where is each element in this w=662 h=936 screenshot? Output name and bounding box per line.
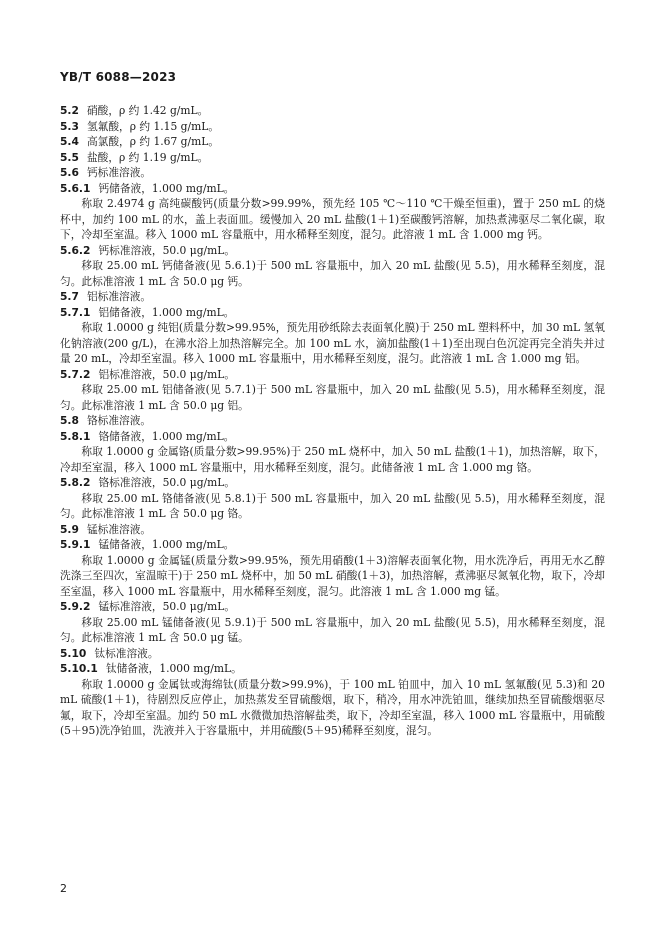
section-number: 5.7.1 — [60, 305, 91, 319]
paragraph: 称取 1.0000 g 纯铝(质量分数>99.95%，预先用砂纸除去表面氧化膜)于 250 mL 塑料杯中，加 30 mL 氢氧化钠溶液(200 g/L)，在沸水浴上加热溶解完全。加 100 mL 水，滴加盐酸(1＋1)至出现白色沉淀再完全消失并过量 20 mL，冷却至室温。移入 1000 mL 容量瓶中，用水稀释至刻度，混匀。此溶液 1 mL 含 1.000 mg 铝。 — [60, 321, 605, 365]
section-heading — [60, 103, 605, 119]
section-title: 锰储备液，1.000 mg/mL。 — [98, 538, 235, 551]
section-heading — [60, 119, 605, 135]
section-title: 铬储备液，1.000 mg/mL。 — [98, 429, 235, 443]
section-number: 5.10 — [60, 646, 87, 660]
page-number: 2 — [60, 882, 67, 895]
section-number: 5.9 — [60, 522, 79, 536]
section-number: 5.7 — [60, 290, 79, 303]
section-heading — [60, 243, 605, 259]
section-number: 5.7.2 — [60, 367, 91, 381]
section-title: 铝标准溶液，50.0 μg/mL。 — [98, 367, 236, 381]
section-title: 高氯酸，ρ 约 1.67 g/mL。 — [86, 135, 220, 148]
section-title: 铝储备液，1.000 mg/mL。 — [98, 305, 235, 319]
section-number: 5.9.2 — [60, 600, 91, 613]
section-heading — [60, 305, 605, 321]
section-title: 铝标准溶液。 — [86, 290, 152, 303]
section-heading — [60, 413, 605, 429]
section-title: 盐酸，ρ 约 1.19 g/mL。 — [86, 150, 209, 164]
paragraph: 称取 1.0000 g 金属铬(质量分数>99.95%)于 250 mL 烧杯中，加入 50 mL 盐酸(1＋1)，加热溶解，取下，冷却至室温，移入 1000 mL 容量瓶中，用水稀释至刻度，混匀。此储备液 1 mL 含 1.000 mg 铬。 — [60, 445, 605, 474]
section-number: 5.3 — [60, 119, 79, 133]
section-heading — [60, 522, 605, 538]
section-title: 钙标准溶液，50.0 μg/mL。 — [98, 243, 236, 257]
paragraph: 移取 25.00 mL 铬储备液(见 5.8.1)于 500 mL 容量瓶中，加入 20 mL 盐酸(见 5.5)，用水稀释至刻度，混匀。此标准溶液 1 mL 含 50.0 μg 铬。 — [60, 491, 605, 520]
section-number: 5.8 — [60, 414, 79, 427]
section-heading — [60, 646, 605, 662]
paragraph: 称取 1.0000 g 金属锰(质量分数>99.95%，预先用硝酸(1＋3)溶解表面氧化物，用水洗净后，再用无水乙醇洗涤三至四次，室温晾干)于 250 mL 烧杯中，加 50 mL 硝酸(1＋3)，加热溶解，煮沸驱尽氮氧化物，取下，冷却至室温，移入 1000 mL 容量瓶中，用水稀释至刻度，混匀。此溶液 1 mL 含 1.000 mg 锰。 — [60, 553, 605, 598]
section-number: 5.8.2 — [60, 476, 91, 489]
section-number: 5.8.1 — [60, 429, 91, 443]
section-title: 钛储备液，1.000 mg/mL。 — [105, 662, 242, 675]
section-number: 5.6 — [60, 166, 79, 179]
paragraph: 称取 2.4974 g 高纯碳酸钙(质量分数>99.99%，预先经 105 ℃～110 ℃干燥至恒重)，置于 250 mL 的烧杯中，加约 100 mL 的水，盖上表面皿。缓慢加入 20 mL 盐酸(1＋1)至碳酸钙溶解，加热煮沸驱尽二氧化碳，取下，冷却至室温。移入 1000 mL 容量瓶中，用水稀释至刻度，混匀。此溶液 1 mL 含 1.000 mg 钙。 — [60, 197, 605, 241]
section-heading — [60, 165, 605, 181]
section-number: 5.9.1 — [60, 538, 91, 551]
section-title: 硝酸，ρ 约 1.42 g/mL。 — [86, 104, 209, 117]
section-heading — [60, 367, 605, 383]
section-number: 5.6.2 — [60, 243, 91, 257]
section-number: 5.10.1 — [60, 662, 98, 675]
section-heading — [60, 599, 605, 615]
section-heading — [60, 537, 605, 553]
section-title: 锰标准溶液。 — [86, 522, 152, 536]
section-heading — [60, 134, 605, 150]
section-title: 钛标准溶液。 — [94, 646, 159, 660]
section-heading — [60, 289, 605, 305]
section-heading — [60, 475, 605, 491]
paragraph: 移取 25.00 mL 铝储备液(见 5.7.1)于 500 mL 容量瓶中，加入 20 mL 盐酸(见 5.5)，用水稀释至刻度，混匀。此标准溶液 1 mL 含 50.0 μg 铝。 — [60, 383, 605, 412]
section-title: 钙储备液，1.000 mg/mL。 — [98, 181, 235, 195]
paragraph: 移取 25.00 mL 锰储备液(见 5.9.1)于 500 mL 容量瓶中，加入 20 mL 盐酸(见 5.5)，用水稀释至刻度，混匀。此标准溶液 1 mL 含 50.0 μg 锰。 — [60, 615, 605, 644]
section-title: 锰标准溶液，50.0 μg/mL。 — [98, 600, 236, 613]
section-title: 铬标准溶液，50.0 μg/mL。 — [98, 476, 236, 489]
document-body — [60, 103, 605, 739]
section-number: 5.6.1 — [60, 181, 91, 195]
paragraph: 移取 25.00 mL 钙储备液(见 5.6.1)于 500 mL 容量瓶中，加入 20 mL 盐酸(见 5.5)，用水稀释至刻度，混匀。此标准溶液 1 mL 含 50.0 μg 钙。 — [60, 259, 605, 288]
section-title: 铬标准溶液。 — [86, 414, 152, 427]
section-title: 氢氟酸，ρ 约 1.15 g/mL。 — [86, 119, 220, 133]
section-number: 5.2 — [60, 104, 79, 117]
section-heading — [60, 150, 605, 166]
section-heading — [60, 429, 605, 445]
section-number: 5.4 — [60, 135, 79, 148]
paragraph: 称取 1.0000 g 金属钛或海绵钛(质量分数>99.9%)，于 100 mL 铂皿中，加入 10 mL 氢氟酸(见 5.3)和 20 mL 硫酸(1＋1)，待剧烈反应停止，加热蒸发至冒硫酸烟，取下，稍冷，用水冲洗铂皿，继续加热至冒硫酸烟驱尽氟，取下，冷却至室温。加约 50 mL 水微微加热溶解盐类，取下，冷却至室温，移入 1000 mL 容量瓶中，用硫酸(5＋95)洗净铂皿，洗液并入于容量瓶中，并用硫酸(5＋95)稀释至刻度，混匀。 — [60, 677, 605, 737]
section-title: 钙标准溶液。 — [86, 166, 152, 179]
section-heading — [60, 661, 605, 677]
section-heading — [60, 181, 605, 197]
section-number: 5.5 — [60, 150, 79, 164]
standard-code-header: YB/T 6088—2023 — [60, 70, 177, 84]
